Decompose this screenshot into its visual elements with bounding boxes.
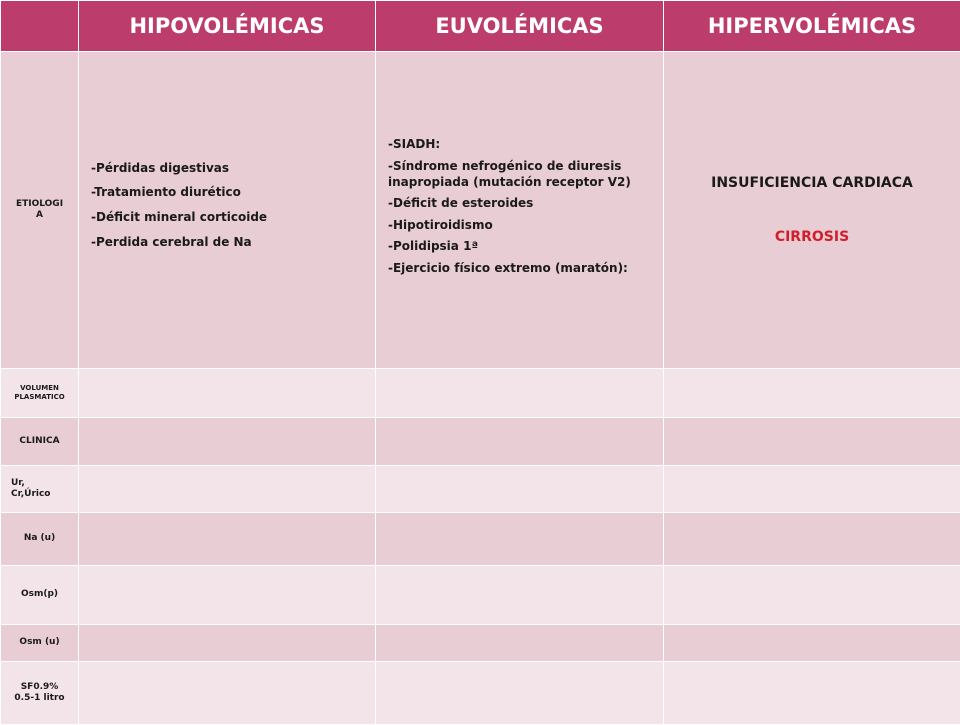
row-na-u bbox=[1, 513, 960, 566]
table-cell bbox=[79, 418, 376, 466]
row-urico bbox=[1, 466, 960, 513]
table-cell bbox=[79, 369, 376, 418]
row-etiologia bbox=[1, 52, 960, 369]
row-label-osm-u: Osm (u) bbox=[1, 625, 79, 662]
list-item: -Perdida cerebral de Na bbox=[91, 235, 367, 251]
row-sf bbox=[1, 662, 960, 725]
table-cell bbox=[376, 418, 664, 466]
volumen-label-line2: PLASMATICO bbox=[14, 393, 64, 401]
sf-label-line1: SF0.9% bbox=[21, 682, 59, 692]
sf-label-line2: 0.5-1 litro bbox=[14, 693, 64, 703]
urico-label-line2: Cr,Úrico bbox=[11, 489, 51, 499]
list-item: -Déficit de esteroides bbox=[388, 196, 655, 212]
table-cell bbox=[79, 466, 376, 513]
table-cell bbox=[79, 566, 376, 625]
header-hipovolemicas: HIPOVOLÉMICAS bbox=[79, 1, 376, 52]
cirrosis-text: CIRROSIS bbox=[664, 229, 960, 245]
table-cell bbox=[79, 513, 376, 566]
table-cell bbox=[376, 369, 664, 418]
table-cell bbox=[664, 466, 960, 513]
header-corner bbox=[1, 1, 79, 52]
list-item: -Hipotiroidismo bbox=[388, 218, 655, 234]
table-cell bbox=[376, 662, 664, 725]
row-label-osm-p: Osm(p) bbox=[1, 566, 79, 625]
header-euvolemicas: EUVOLÉMICAS bbox=[376, 1, 664, 52]
list-item: -Síndrome nefrogénico de diuresis inapropiada (mutación receptor V2) bbox=[388, 159, 655, 190]
row-volumen-plasmatico bbox=[1, 369, 960, 418]
row-label-volumen bbox=[1, 369, 79, 418]
list-item: -Polidipsia 1ª bbox=[388, 239, 655, 255]
list-item: -Tratamiento diurético bbox=[91, 185, 367, 201]
insuficiencia-cardiaca-text: INSUFICIENCIA CARDIACA bbox=[664, 175, 960, 191]
volumen-label-line1: VOLUMEN bbox=[20, 384, 59, 392]
row-label-urico bbox=[1, 466, 79, 513]
table-cell bbox=[376, 625, 664, 662]
header-row bbox=[1, 1, 960, 52]
row-label-etiologia bbox=[1, 52, 79, 369]
row-osm-u bbox=[1, 625, 960, 662]
table-cell bbox=[664, 625, 960, 662]
table-cell bbox=[376, 566, 664, 625]
table-cell bbox=[664, 369, 960, 418]
urico-label-line1: Ur, bbox=[11, 478, 25, 488]
table-cell bbox=[664, 662, 960, 725]
list-item: -SIADH: bbox=[388, 137, 655, 153]
row-label-sf bbox=[1, 662, 79, 725]
etiologia-label-line1: ETIOLOGI bbox=[16, 199, 63, 209]
list-item: -Ejercicio físico extremo (maratón): bbox=[388, 261, 655, 277]
row-osm-p bbox=[1, 566, 960, 625]
table-cell bbox=[664, 513, 960, 566]
cell-etiologia-hipervolemicas bbox=[664, 52, 960, 369]
table-cell bbox=[664, 566, 960, 625]
row-label-na-u: Na (u) bbox=[1, 513, 79, 566]
cell-etiologia-hipovolemicas bbox=[79, 52, 376, 369]
etiologia-label-line2: A bbox=[36, 210, 43, 220]
table-cell bbox=[376, 513, 664, 566]
row-clinica bbox=[1, 418, 960, 466]
list-item: -Pérdidas digestivas bbox=[91, 161, 367, 177]
row-label-clinica: CLINICA bbox=[1, 418, 79, 466]
table-cell bbox=[664, 418, 960, 466]
table-cell bbox=[376, 466, 664, 513]
list-item: -Déficit mineral corticoide bbox=[91, 210, 367, 226]
table-cell bbox=[79, 662, 376, 725]
header-hipervolemicas: HIPERVOLÉMICAS bbox=[664, 1, 960, 52]
cell-etiologia-euvolemicas bbox=[376, 52, 664, 369]
table-cell bbox=[79, 625, 376, 662]
